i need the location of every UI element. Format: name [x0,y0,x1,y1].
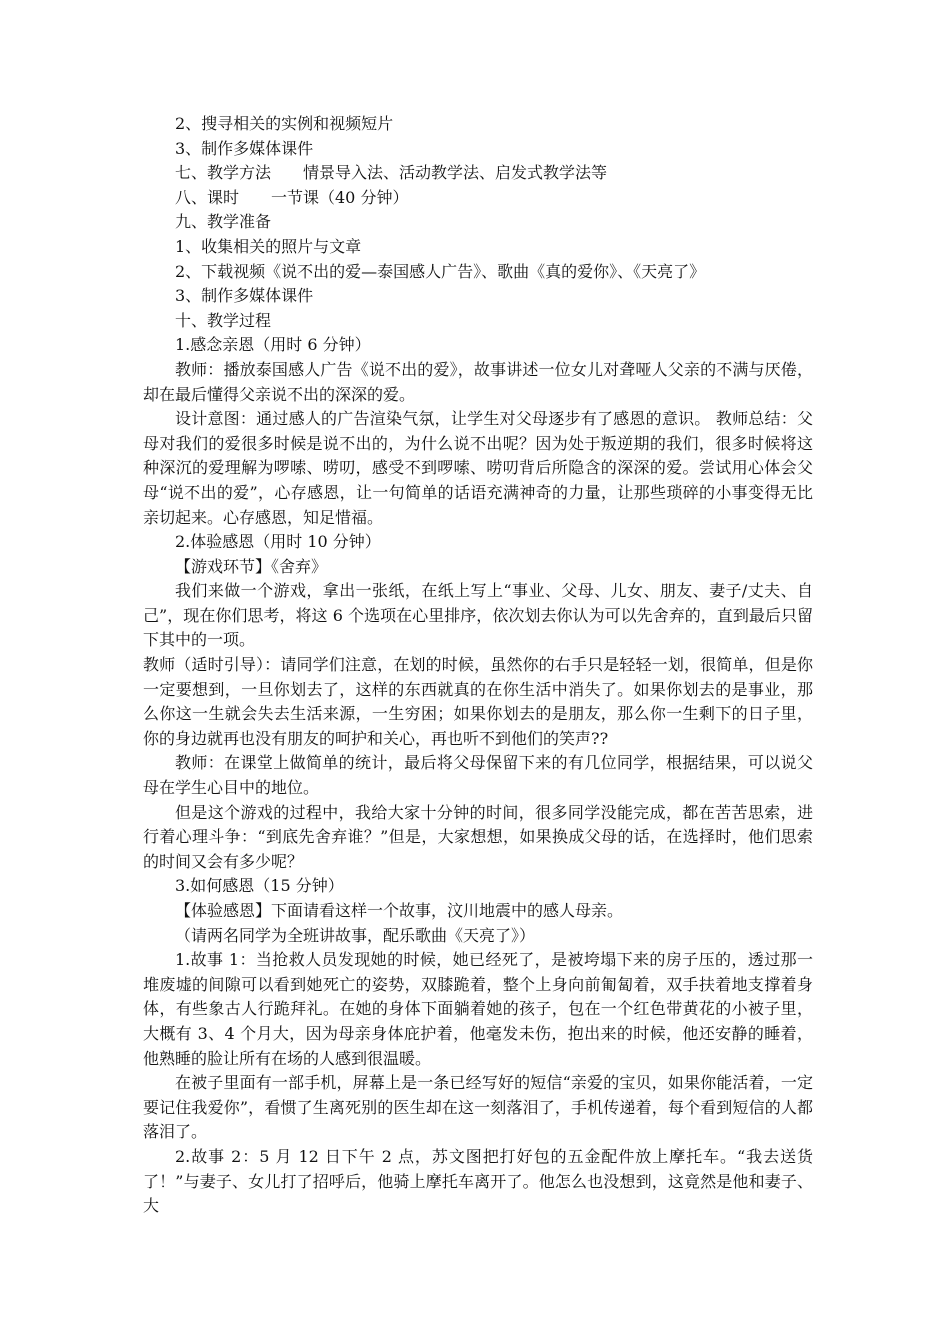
section-heading: 八、课时 一节课（40 分钟） [175,187,409,207]
paragraph: 2、下载视频《说不出的爱—泰国感人广告》、歌曲《真的爱你》、《天亮了》 [175,261,706,281]
paragraph: 但是这个游戏的过程中，我给大家十分钟的时间，很多同学没能完成，都在苦苦思索，进行着心理斗争：“到底先舍弃谁？”但是，大家想想，如果换成父母的话，在选择时，他们思索的时间又会有多少呢？ [143,802,813,871]
paragraph: 3、制作多媒体课件 [175,138,314,158]
paragraph: 我们来做一个游戏，拿出一张纸，在纸上写上“事业、父母、儿女、朋友、妻子/丈夫、自己”，现在你们思考，将这 6 个选项在心里排序，依次划去你认为可以先舍弃的，直到最后只留下其中的一项。 [143,581,813,650]
subsection-heading: 1.感念亲恩（用时 6 分钟） [175,335,371,355]
paragraph: 2、搜寻相关的实例和视频短片 [175,114,394,133]
paragraph: 【游戏环节】《舍弃》 [175,556,328,576]
subsection-heading: 2.体验感恩（用时 10 分钟） [175,532,381,552]
paragraph: 1、收集相关的照片与文章 [175,236,362,256]
section-heading: 九、教学准备 [175,212,272,232]
document-page [143,112,813,1219]
paragraph: 在被子里面有一部手机，屏幕上是一条已经写好的短信“亲爱的宝贝，如果你能活着，一定要记住我爱你”，看惯了生离死别的医生却在这一刻落泪了，手机传递着，每个看到短信的人都落泪了。 [143,1073,813,1142]
subsection-heading: 3.如何感恩（15 分钟） [175,876,344,896]
paragraph: 教师（适时引导）：请同学们注意，在划的时候，虽然你的右手只是轻轻一划，很简单，但是你一定要想到，一旦你划去了，这样的东西就真的在你生活中消失了。如果你划去的是事业，那么你这一生就会失去生活来源，一生穷困；如果你划去的是朋友，那么你一生剩下的日子里，你的身边就再也没有朋友的呵护和关心，再也听不到他们的笑声?? [143,655,813,748]
paragraph: 2.故事 2：5 月 12 日下午 2 点，苏文图把打好包的五金配件放上摩托车。“我去送货了！”与妻子、女儿打了招呼后，他骑上摩托车离开了。他怎么也没想到，这竟然是他和妻子、大 [143,1146,813,1216]
paragraph: 设计意图：通过感人的广告渲染气氛，让学生对父母逐步有了感恩的意识。 教师总结：父母对我们的爱很多时候是说不出的，为什么说不出呢？因为处于叛逆期的我们，很多时候将这种深沉的爱理解为啰嗦、唠叨，感受不到啰嗦、唠叨背后所隐含的深深的爱。尝试用心体会父母“说不出的爱”，心存感恩，让一句简单的话语充满神奇的力量，让那些琐碎的小事变得无比亲切起来。心存感恩，知足惜福。 [143,409,813,527]
paragraph: 3、制作多媒体课件 [175,286,314,306]
paragraph: （请两名同学为全班讲故事，配乐歌曲《天亮了》） [175,925,536,945]
paragraph: 教师：在课堂上做简单的统计，最后将父母保留下来的有几位同学，根据结果，可以说父母在学生心目中的地位。 [143,753,813,798]
section-heading: 七、教学方法 情景导入法、活动教学法、启发式教学法等 [175,163,608,183]
paragraph: 1.故事 1：当抢救人员发现她的时候，她已经死了，是被垮塌下来的房子压的，透过那一堆废墟的间隙可以看到她死亡的姿势，双膝跪着，整个上身向前匍匐着，双手扶着地支撑着身体，有些象古人行跪拜礼。在她的身体下面躺着她的孩子，包在一个红色带黄花的小被子里，大概有 3、4 个月大，因为母亲身体庇护着，他毫发未伤，抱出来的时候，他还安静的睡着，他熟睡的脸让所有在场的人感到很温暖。 [143,950,813,1068]
section-heading: 十、教学过程 [175,310,272,330]
paragraph: 教师：播放泰国感人广告《说不出的爱》，故事讲述一位女儿对聋哑人父亲的不满与厌倦，却在最后懂得父亲说不出的深深的爱。 [143,359,813,404]
paragraph: 【体验感恩】下面请看这样一个故事，汶川地震中的感人母亲。 [175,901,624,920]
